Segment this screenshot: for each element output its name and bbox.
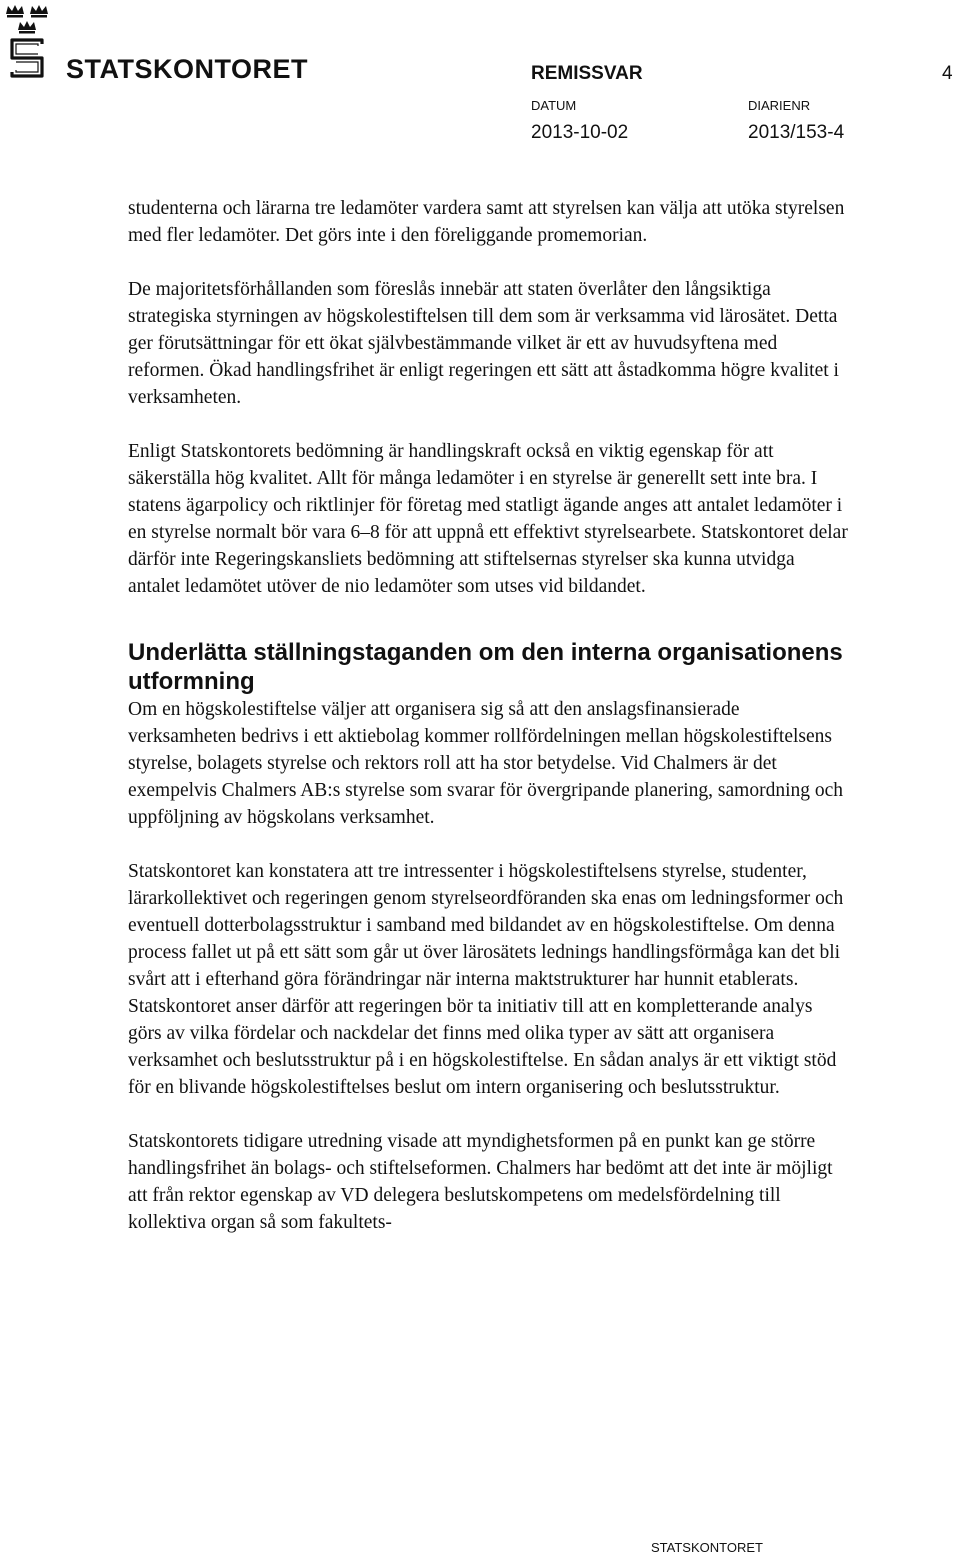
- footer-org-name: STATSKONTORET: [651, 1540, 763, 1555]
- paragraph: De majoritetsförhållanden som föreslås innebär att staten överlåter den långsiktiga strategiska styrningen av högskolestiftelsen till dem som är verksamma vid lärosätet. Detta ger förutsättningar för ett ökat självbestämmande vilket är ett av huvudsyftena med reformen. Ökad handlingsfrihet är enligt regeringen ett sätt att åstadkomma högre kvalitet i verksamheten.: [128, 279, 839, 408]
- paragraph: Statskontoret kan konstatera att tre intressenter i högskolestiftelsens styrelse, studenter, lärarkollektivet och regeringen genom styrelseordföranden ska enas om ledningsformer och eventuell dotterbolagsstruktur i samband med bildandet av en högskolestiftelse. Om denna process fallet ut på ett sätt som går ut över lärosätets lednings handlingsförmåga kan det bli svårt att i efterhand göra förändringar när interna maktstrukturer har hunnit etablerats. Statskontoret anser därför att regeringen bör ta initiativ till att en kompletterande analys görs av vilka fördelar och nackdelar det finns med olika typer av sätt att organisera verksamhet och beslutsstruktur på i en högskolestiftelse. En sådan analys är ett viktigt stöd för en blivande högskolestiftelses beslut om intern organisering och beslutsstruktur.: [128, 861, 844, 1098]
- paragraph: Enligt Statskontorets bedömning är handlingskraft också en viktig egenskap för att säkerställa hög kvalitet. Allt för många ledamöter i en styrelse är generellt sett inte bra. I statens ägarpolicy och riktlinjer för företag med statligt ägande anges att antalet ledamöter i en styrelse normalt bör vara 6–8 för att uppnå ett effektivt styrelsearbete. Statskontoret delar därför inte Regeringskansliets bedömning att stiftelsernas styrelser ska kunna utvidga antalet ledamötet utöver de nio ledamöter som utses vid bildandet.: [128, 441, 848, 597]
- page-number: 4: [942, 63, 953, 84]
- diarienr-value: 2013/153-4: [748, 122, 845, 143]
- date-value: 2013-10-02: [531, 122, 629, 143]
- statskontoret-logo: [4, 2, 50, 82]
- section-heading: Underlätta ställningstaganden om den interna organisationens utformning: [128, 639, 843, 695]
- date-label: DATUM: [531, 98, 577, 113]
- paragraph: Statskontorets tidigare utredning visade att myndighetsformen på en punkt kan ge större handlingsfrihet än bolags- och stiftelseformen. Chalmers har bedömt att det inte är möjligt att från rektor egenskap av VD delegera beslutskompetens om medelsfördelning till kollektiva organ så som fakultets-: [128, 1131, 833, 1233]
- paragraph: studenterna och lärarna tre ledamöter vardera samt att styrelsen kan välja att utöka styrelsen med fler ledamöter. Det görs inte i den föreliggande promemorian.: [128, 198, 845, 246]
- crowns-and-s-icon: [4, 2, 50, 82]
- document-body: [128, 195, 848, 1236]
- document-type: REMISSVAR: [531, 63, 643, 84]
- brand-name: STATSKONTORET: [66, 54, 308, 84]
- paragraph: Om en högskolestiftelse väljer att organisera sig så att den anslagsfinansierade verksamheten bedrivs i ett aktiebolag kommer rollfördelningen mellan högskolestiftelsens styrelse, bolagets styrelse och rektors roll att ha stor betydelse. Vid Chalmers är det exempelvis Chalmers AB:s styrelse som svarar för övergripande planering, samordning och uppföljning av högskolans verksamhet.: [128, 699, 844, 828]
- diarienr-label: DIARIENR: [748, 98, 811, 113]
